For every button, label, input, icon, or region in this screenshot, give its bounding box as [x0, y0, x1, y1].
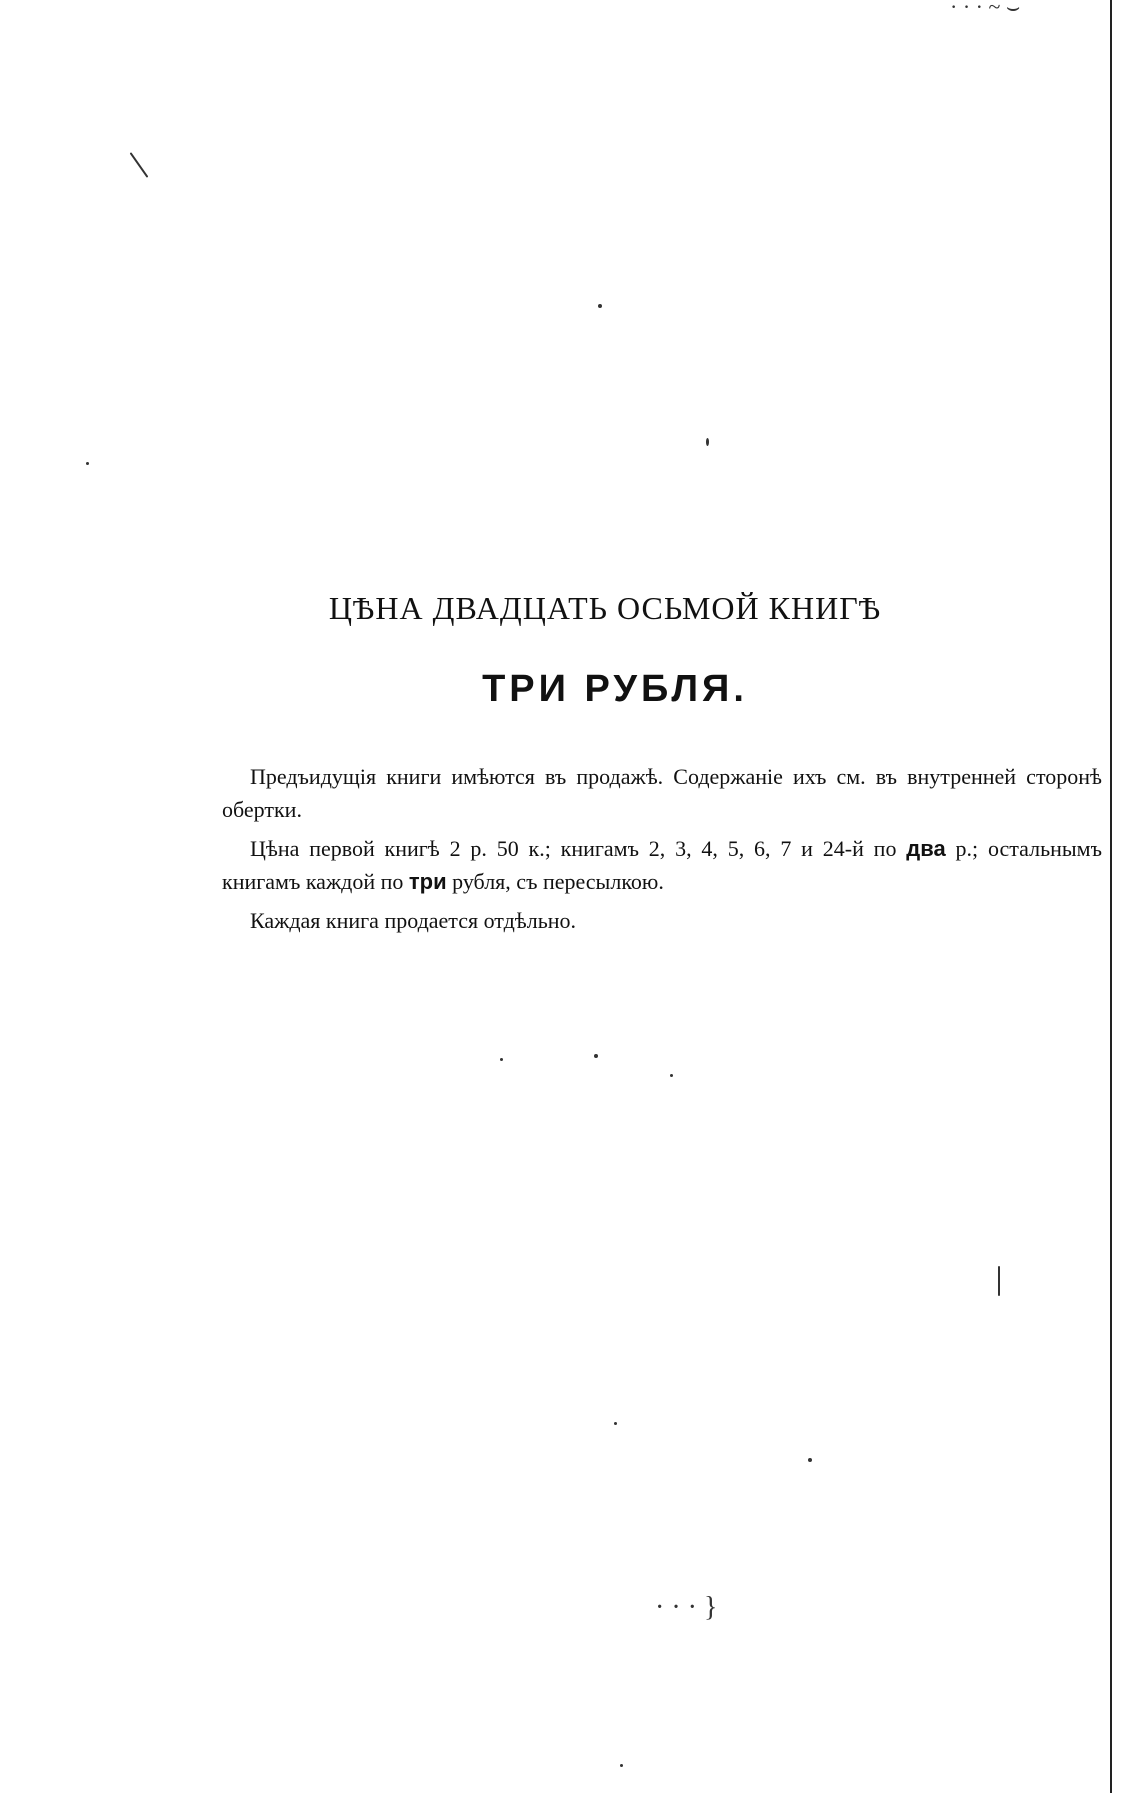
note-separate-sale: Каждая книга продается отдѣльно.	[250, 908, 577, 933]
note-previous-books: Предъидущія книги имѣются въ продажѣ. Содержаніе ихъ см. въ внутренней сторонѣ обертки.	[222, 764, 1102, 822]
scan-speck	[594, 1054, 598, 1058]
header-scan-mark: · · · ~ ⌣	[950, 0, 1021, 19]
footer-scan-mark: · · · }	[655, 1592, 718, 1623]
scan-speck	[500, 1058, 503, 1061]
scan-speck	[598, 304, 602, 308]
price-title: ЦѢНА ДВАДЦАТЬ ОСЬМОЙ КНИГѢ	[328, 590, 882, 626]
note-prices-bold-two: два	[906, 836, 946, 861]
scan-speck	[706, 438, 709, 446]
note-prices-bold-three: три	[408, 869, 447, 894]
price-value: ТРИ РУБЛЯ.	[482, 668, 748, 710]
page-edge	[1110, 0, 1112, 1793]
scan-speck	[620, 1764, 623, 1767]
note-prices-mid: р.; остальнымъ книгамъ каждой по	[222, 836, 1102, 894]
scan-speck	[86, 462, 89, 465]
scan-speck	[998, 1266, 1000, 1296]
scan-speck	[808, 1458, 812, 1462]
scan-speck	[670, 1074, 673, 1077]
note-prices-start: Цѣна первой книгѣ 2 р. 50 к.; книгамъ 2, 3, 4, 5, 6, 7 и 24-й по	[250, 836, 907, 861]
scan-speck	[130, 152, 149, 178]
scan-speck	[614, 1422, 617, 1425]
note-prices	[222, 832, 1102, 898]
notes-block	[222, 760, 1102, 943]
note-prices-end: рубля, съ пересылкою.	[446, 869, 664, 894]
